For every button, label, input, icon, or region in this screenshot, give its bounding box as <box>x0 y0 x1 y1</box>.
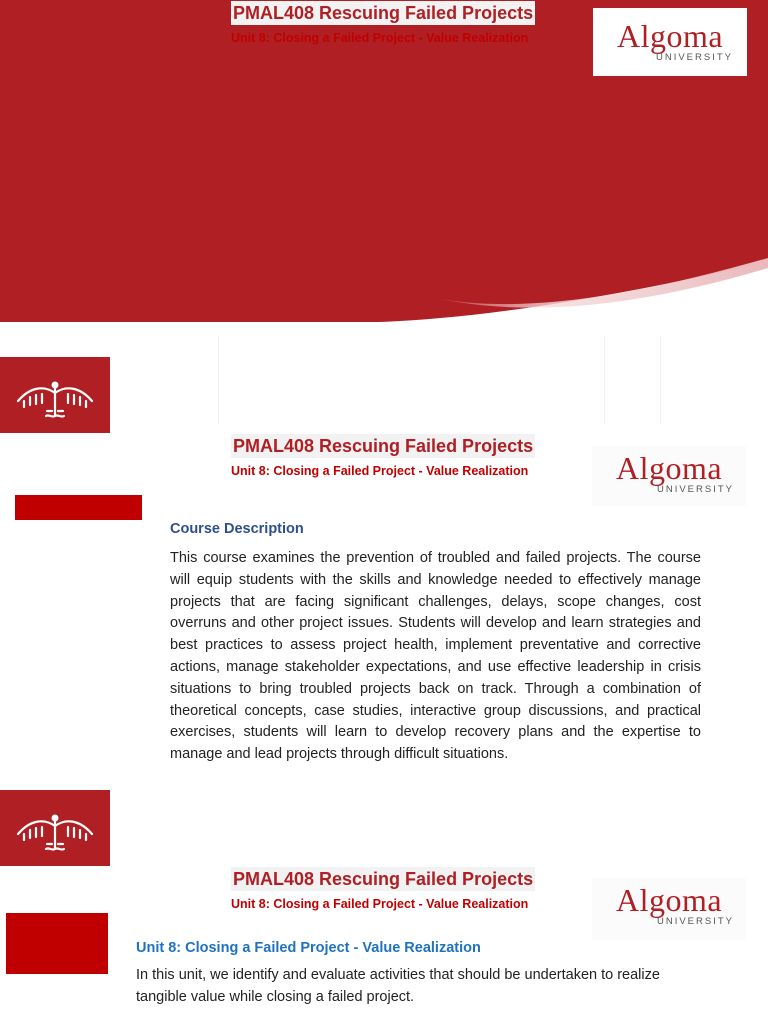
unit-subtitle: Unit 8: Closing a Failed Project - Value Realization <box>231 897 529 911</box>
logo-tagline: UNIVERSITY <box>656 484 734 495</box>
thunderbird-icon <box>0 357 110 433</box>
logo-tagline: UNIVERSITY <box>655 52 733 63</box>
divider <box>218 336 219 424</box>
cover-algoma-logo <box>593 8 747 76</box>
cover-course-title: PMAL408 Rescuing Failed Projects <box>233 3 534 23</box>
cover-unit-subtitle: Unit 8: Closing a Failed Project - Value Realization <box>231 31 529 45</box>
thunderbird-icon <box>0 790 110 866</box>
cover-banner <box>0 0 768 330</box>
course-description-heading: Course Description <box>170 521 304 537</box>
unit-heading: Unit 8: Closing a Failed Project - Value Realization <box>136 940 481 956</box>
algoma-logo <box>592 878 746 940</box>
divider <box>604 336 605 424</box>
course-title: PMAL408 Rescuing Failed Projects <box>233 436 534 456</box>
logo-tagline: UNIVERSITY <box>656 916 734 927</box>
logo-wordmark: Algoma <box>615 450 723 486</box>
red-accent-bar <box>15 495 142 520</box>
logo-wordmark: Algoma <box>616 18 724 54</box>
course-title: PMAL408 Rescuing Failed Projects <box>233 869 534 889</box>
course-description-body: This course examines the prevention of troubled and failed projects. The course will equip students with the skills and knowledge needed to effectively manage projects that are facing significant challenges, delays, scope changes, cost overruns and other project issues. Students will develop and learn strategies and best practices to assess project health, implement preventative and corrective actions, manage stakeholder expectations, and use effective leadership in crisis situations to bring troubled projects back on track. Through a combination of theoretical concepts, case studies, interactive group discussions, and practical exercises, students will learn to develop recovery plans and the expertise to manage and lead projects through difficult situations. <box>170 550 701 763</box>
red-accent-block <box>6 913 108 974</box>
logo-wordmark: Algoma <box>615 882 723 918</box>
unit-intro: In this unit, we identify and evaluate activities that should be undertaken to realize tangible value while closing a failed project. <box>136 967 660 1005</box>
thunderbird-emblem <box>0 790 110 866</box>
divider <box>660 336 661 424</box>
unit-subtitle: Unit 8: Closing a Failed Project - Value Realization <box>231 464 529 478</box>
thunderbird-emblem <box>0 357 110 433</box>
algoma-logo <box>592 446 746 506</box>
